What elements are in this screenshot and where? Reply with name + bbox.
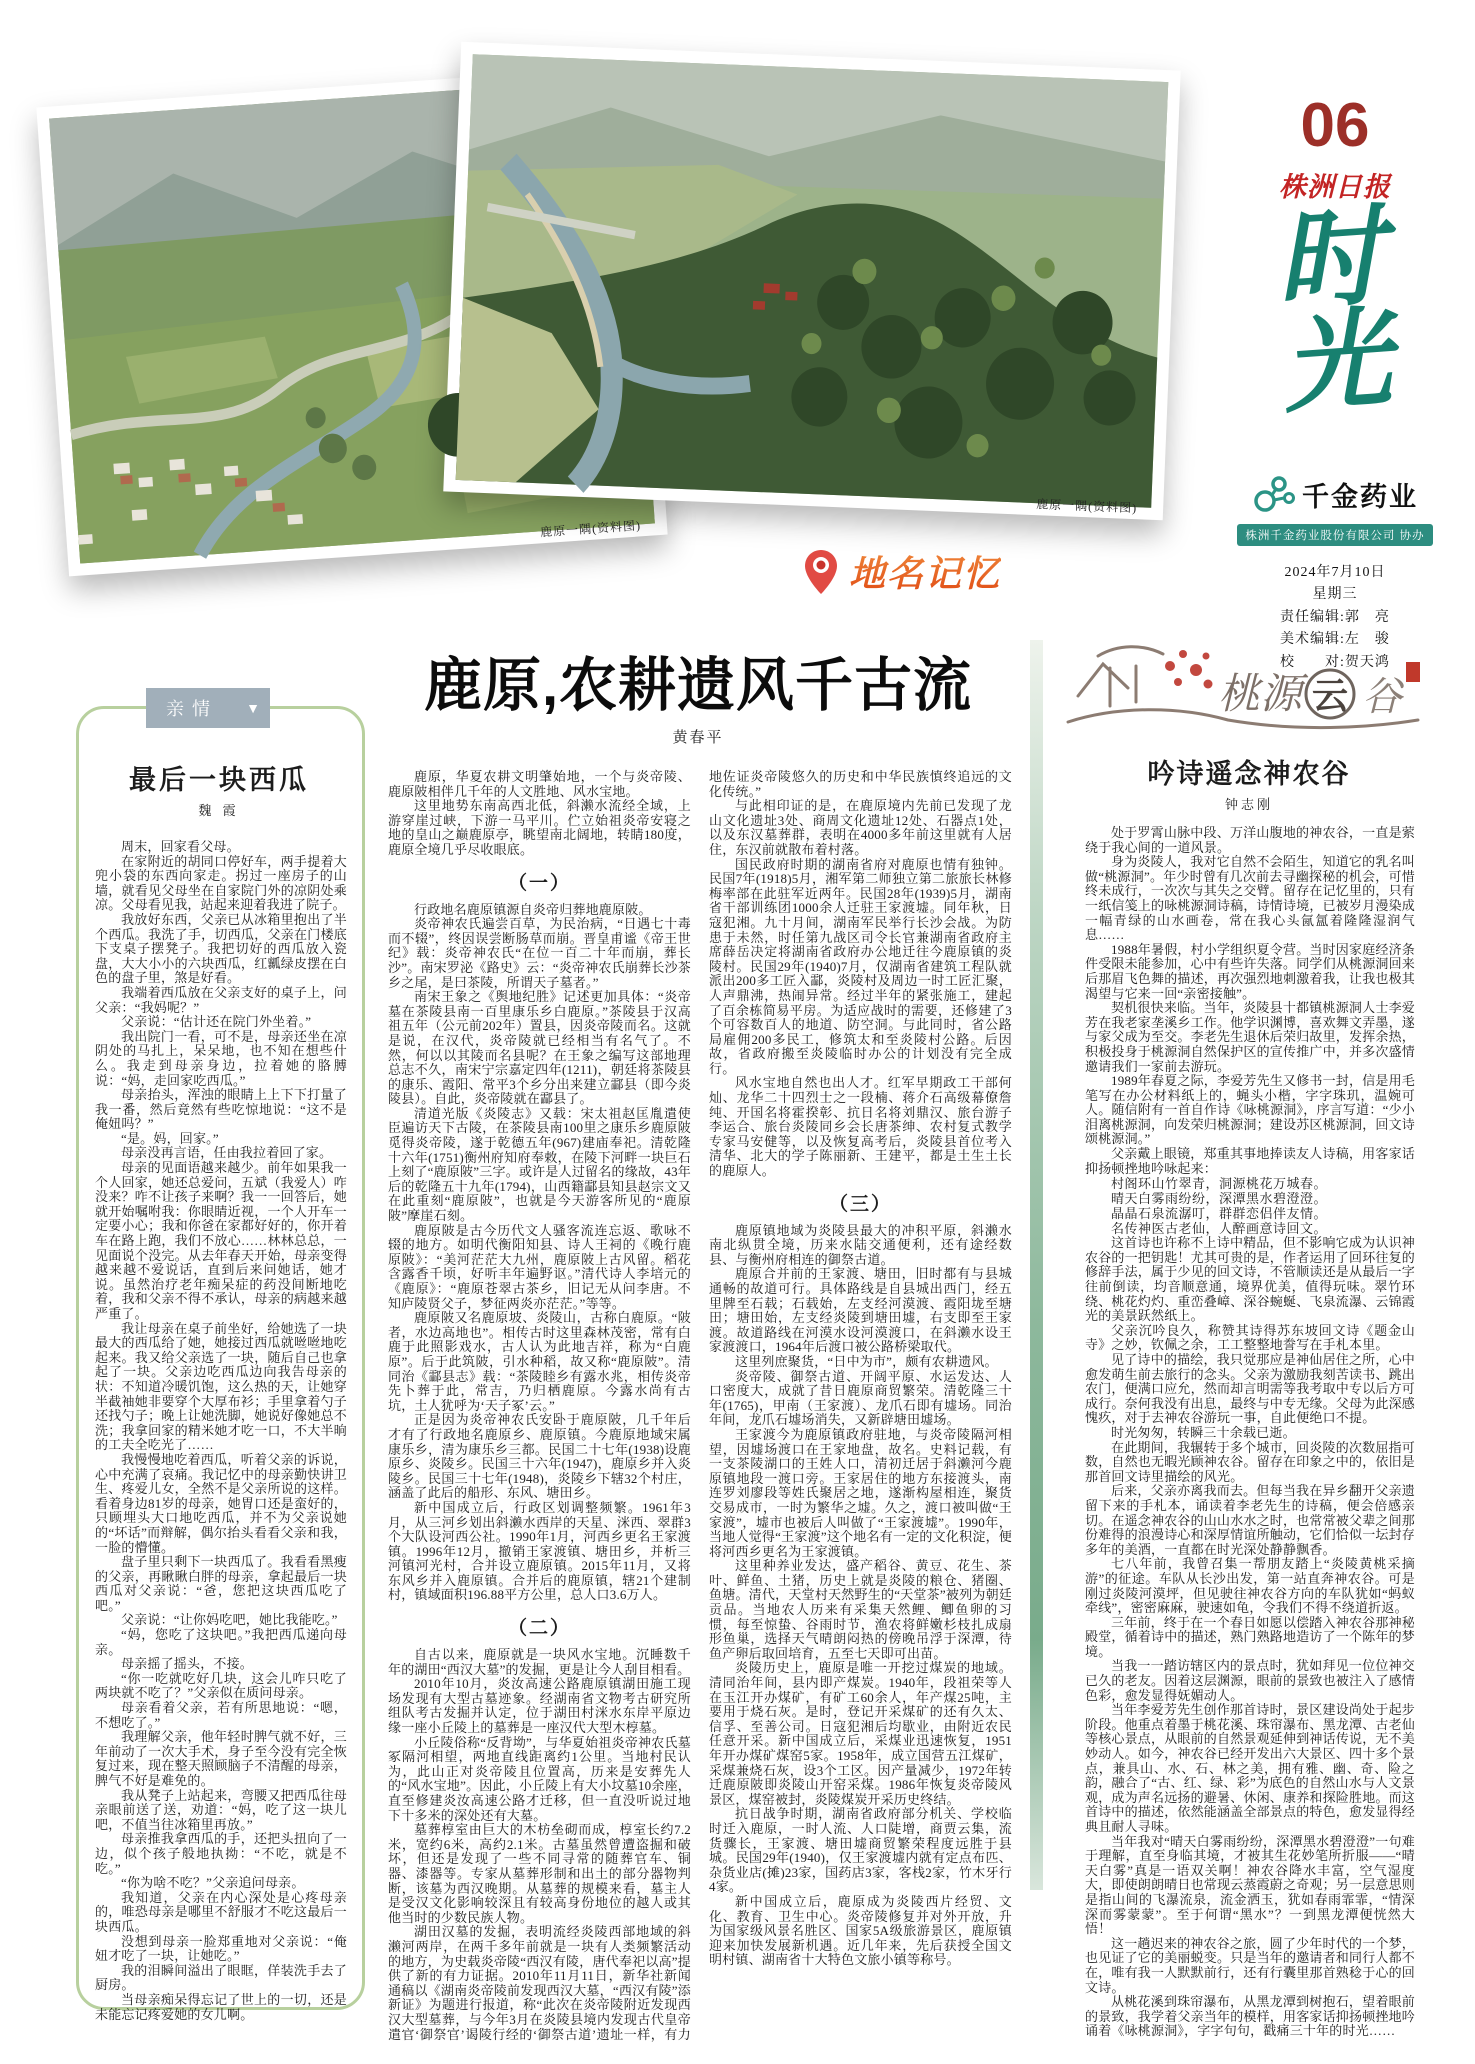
paragraph: “是。妈，回家。” <box>121 1130 219 1146</box>
paragraph: 处于罗霄山脉中段、万洋山腹地的神农谷，一直是萦绕于我心间的一道风景。 <box>1085 825 1415 855</box>
paragraph: 我出院门一看，可不是，母亲还坐在凉阴处的马扎上，呆呆地，也不知在想些什么。我走到母亲身边，拉着她的胳膊说：“妈，走回家吃西瓜。” <box>95 1028 347 1088</box>
aerial-photo-forest <box>443 42 1180 521</box>
paragraph: 我理解父亲，他年轻时脾气就不好，三年前动了一次大手术，身子至今没有完全恢复过来，现在整天照顾脑子不清醒的母亲，脾气不好是难免的。 <box>95 1729 347 1788</box>
left-article-body <box>95 839 347 2022</box>
paragraph: 契机很快来临。当年，炎陵县十都镇桃源洞人士李爱芳在我老家垄溪乡工作。他学识渊博，喜欢舞文弄墨，遂与家父成为至交。李老先生退休后荣归故里，发挥余热，积极投身于桃源洞自然保护区的宣传推广中，并多次盛情邀请我们一家前去游玩。 <box>1085 1000 1416 1074</box>
paragraph: 三年前，终于在一个春日如愿以偿踏入神农谷那神秘殿堂，循着诗中的描述，熟门熟路地造访了一个陈年的梦境。 <box>1085 1614 1416 1659</box>
paragraph: 鹿原陂又名鹿原坡、炎陵山，古称白鹿原。“陂者，水边高地也”。相传古时这里森林茂密，常有白鹿于此照影戏水，古人认为此地吉祥，称为“白鹿原”。后于此筑陂，引水种稻，故又称“鹿原陂”。清同治《酃县志》载：“茶陵睦乡有露水兆，相传炎帝先卜葬于此，常吉，乃归栖鹿原。今露水尚有古坑，土人犹呼为‘天子冢’云。” <box>388 1310 691 1413</box>
paragraph: 我让母亲在桌子前坐好，给她选了一块最大的西瓜给了她，她接过西瓜就咝咝地吃起来。我又给父亲选了一块，随后自己也拿起了一块。父亲边吃西瓜边向我告母亲的状：不知道冷暖饥饱，这么热的天，让她穿半截袖她非要穿个大厚布衫；手里拿着勺子还找勺子；晚上让她洗脚，她说好像她总不洗；我拿回家的精米她才吃一口，不大半晌的工夫全吃光了…… <box>95 1320 347 1453</box>
logo-text-gu: 谷 <box>1362 674 1402 719</box>
paragraph: 当年我对“晴天白雾雨纷纷，深潭黑水碧澄澄”一句难于理解，直至身临其境，才被其生花妙笔所折服——“晴天白雾”真是一语双关啊！神农谷降水丰富，空气湿度大，即使朗朗晴日也常现云蒸霞蔚之奇观；另一层意思则是指山间的飞瀑流泉，流金洒玉，犹如春雨霏霏，“情深深而雾蒙蒙”。至于何谓“黑水”？一到黑龙潭便恍然大悟！ <box>1085 1833 1416 1937</box>
sponsor-logo <box>1225 474 1445 514</box>
paragraph: 1989年春夏之际，李爱芳先生又修书一封，信是用毛笔写在办公材料纸上的，蝇头小楷，字字珠玑，温婉可人。随信附有一首自作诗《咏桃源洞》，序言写道：“少小泪离桃源洞，向发荣归桃源洞；建设苏区桃源洞，回文诗颂桃源洞。” <box>1085 1073 1416 1147</box>
paragraph: 在家附近的胡同口停好车，两手提着大兜小袋的东西向家走。拐过一座房子的山墙，就看见父母坐在自家院门外的凉阴处乘凉。父母看见我，站起来迎着我进了院子。 <box>95 853 347 913</box>
poem-line: 村阁环山竹翠青，洞源桃花万城春。 <box>1111 1176 1328 1192</box>
paragraph: 抗日战争时期，湖南省政府部分机关、学校临时迁入鹿原，一时人流、人口陡增，商贾云集，流货骤长，王家渡、塘田墟商贸繁荣程度远胜于县城。民国29年(1940)，仅王家渡墟内就有定点布匹、杂货业店(摊)23家，国药店3家，客栈2家，竹木牙行4家。 <box>709 1806 1012 1895</box>
paragraph: 身为炎陵人，我对它自然不会陌生，知道它的乳名叫做“桃源洞”。年少时曾有几次前去寻幽探秘的机会，可惜终未成行，一次次与其失之交臂。留存在记忆里的，只有一纸信笺上的咏桃源洞诗稿，诗情诗境，已被岁月漫染成一幅青绿的山水画卷，常在我心头氤氲着隆隆湿润气息…… <box>1085 854 1416 943</box>
paragraph: 没想到母亲一脸郑重地对父亲说：“俺妞才吃了一块，让她吃。” <box>95 1933 347 1964</box>
paragraph: 鹿原合并前的王家渡、塘田，旧时都有与县城通畅的故道可行。具体路线是自县城出西门，经五里牌至石载；石载始，左支经河漠渡、霞阳垅至塘田；塘田始，左支经炎陵到塘田墟，右支即至王家渡。故道路线在河漠水设河漠渡口，在斜濑水设王家渡渡口，1964年后渡口被公路桥梁取代。 <box>709 1266 1012 1355</box>
logo-text-taoyuan: 桃源 <box>1218 672 1303 718</box>
paragraph: 当年李爱芳先生创作那首诗时，景区建设尚处于起步阶段。他重点着墨于桃花溪、珠帘瀑布、黑龙潭、古老仙等核心景点，从眼前的自然景观延伸到神话传说，无不美妙动人。如今，神农谷已经开发出六大景区、四十多个景点，兼具山、水、石、林之美，拥有雅、幽、奇、险之韵，融合了“古、红、绿、彩”为底色的自然山水与人文景观，成为声名远扬的避暑、休闲、康养和探险胜地。而这首诗中的描述，依然能涵盖全部景点的特色，愈发显得经典且耐人寻味。 <box>1085 1702 1416 1834</box>
masthead <box>1225 91 1445 674</box>
supplement-char-2: 光 <box>1278 299 1395 427</box>
paragraph: 小丘陵俗称“反背坳”，与华夏始祖炎帝神农氏墓冢隔河相望，两地直线距离约1公里。当地村民认为，此山正对炎帝陵且位置高，历来是安葬先人的“风水宝地”。因此，小丘陵上有大小坟墓10余座，直至修建炎汝高速公路才迁移，但一直没听说过地下十多米的深处还有大墓。 <box>388 1734 691 1823</box>
poem-line: 名传神医古老仙，人醉画意诗回文。 <box>1111 1221 1328 1237</box>
editor-duty: 责任编辑:郭 亮 <box>1280 609 1390 625</box>
map-pin-icon <box>803 548 839 596</box>
middle-article-body <box>388 770 1012 2046</box>
paragraph: 国民政府时期的湖南省府对鹿原也情有独钟。民国7年(1918)5月，湘军第二师独立第二旅旅长林修梅率部在此驻军近两年。民国28年(1939)5月，湖南省干部训练团1000余人迁驻王家渡墟。同年秋，日寇犯湘。九十月间，湖南军民举行长沙会战。为防患于未然，时任第九战区司令长官兼湖南省政府主席薛岳决定将湖南省政府办公地迁往今鹿原镇的炎陵村。民国29年(1940)7月，仅湖南省建筑工程队就派出200多工匠入酃，炎陵村及周边一时工匠汇聚，人声鼎沸，热闹异常。经过半年的紧张施工，建起了百余栋简易平房。为适应战时的需要，还修建了3个可容数百人的地道、防空洞。与此同时，省公路局雇佣200多民工，修筑太和至炎陵村公路。后因故，省政府搬至炎陵临时办公的计划没有完全成行。 <box>709 856 1012 1076</box>
photo-caption: 鹿原一隅(资料图) <box>539 518 642 540</box>
paragraph: 正是因为炎帝神农氏安卧于鹿原陂，几千年后才有了行政地名鹿原乡、鹿原镇。今鹿原地域宋属康乐乡，清为康乐乡三都。民国二十七年(1938)设鹿原乡、炎陵乡。民国三十六年(1947)，鹿原乡并入炎陵乡。民国三十七年(1948)，炎陵乡下辖32个村庄，涵盖了此后的船形、东风、塘田乡。 <box>388 1412 691 1501</box>
section-marker: （一） <box>507 872 571 894</box>
paragraph: 周末，回家看父母。 <box>121 839 240 854</box>
paragraph: “妈，您吃了这块吧。”我把西瓜递向母亲。 <box>95 1627 347 1657</box>
paragraph: 我知道，父亲在内心深处是心疼母亲的，唯恐母亲是哪里不舒服才不吃这最后一块西瓜。 <box>95 1889 347 1934</box>
supplement-char-1: 时 <box>1271 197 1388 324</box>
left-article-category-tab <box>146 688 270 728</box>
supplement-title <box>1217 197 1454 468</box>
middle-article-headline: 鹿原,农耕遗风千古流 <box>423 653 973 718</box>
paragraph: 鹿原，华夏农耕文明肇始地，一个与炎帝陵、鹿原陂相伴几千年的人文胜地、风水宝地。 <box>388 769 691 799</box>
paragraph: 行政地名鹿原镇源自炎帝归葬地鹿原陂。 <box>414 901 652 917</box>
logo-text-yun: 云 <box>1312 676 1349 716</box>
chevron-down-icon: ▼ <box>246 700 260 716</box>
issue-date: 2024年7月10日 <box>1284 565 1386 580</box>
paragraph: 鹿原镇地域为炎陵县最大的冲积平原，斜濑水南北纵贯全境，历来水陆交通便利，还有途经数县、与衡州府相连的御祭古道。 <box>709 1222 1012 1267</box>
paragraph: 母亲推我拿西瓜的手，还把头扭向了一边，似个孩子般地执拗：“不吃，就是不吃。” <box>95 1831 347 1876</box>
paragraph: 王家渡今为鹿原镇政府驻地，与炎帝陵隔河相望，因墟场渡口在王家地盘，故名。史料记载，有一支茶陵湖口的王姓人口，清初迁居于斜濑河今鹿原镇地段一渡口旁。王家居住的地方东接渡头，南连罗刘廖段等姓氏聚居之地，遂渐构屋相连，聚货交易成市，一时为繁华之墟。久之，渡口被叫做“王家渡”，墟市也被后人叫做了“王家渡墟”。1990年，当地人觉得“王家渡”这个地名有一定的文化积淀，便将河西乡更名为王家渡镇。 <box>709 1426 1012 1559</box>
paragraph: 风水宝地自然也出人才。红军早期政工干部何灿、龙华二十四烈士之一段楠、蒋介石高级幕僚詹纯、开国名将霍揆彰、抗日名将刘鼎汉、旅台游子李运合、旅台炎陵同乡会长唐茶绅、农村复式教学专家马安健等，以及恢复高考后，炎陵县首位考入清华、北大的学子陈丽新、王建平，都是土生土长的鹿原人。 <box>709 1075 1012 1179</box>
poem-line: 晶晶石泉流潺叮，群群恋侣伴友情。 <box>1111 1206 1328 1222</box>
paragraph: 母亲摇了摇头，不接。 <box>121 1656 254 1672</box>
paragraph: 当母亲痴呆得忘记了世上的一切，还是未能忘记疼爱她的女儿啊。 <box>95 1991 347 2022</box>
paragraph: 清道光版《炎陵志》又载：宋太祖赵匡胤遣使臣遍访天下古陵，在茶陵县南100里之康乐乡鹿原陂觅得炎帝陵，遂于乾德五年(967)建庙奉祀。清乾隆十六年(1751)衡州府知府奉敕，在陵下河畔一块巨石上刻了“鹿原陂”三字。或许是人过留名的缘故，43年后的乾隆五十九年(1794)，山西籍酃县知县赵宗文又在此重刻“鹿原陂”，也就是今天游客所见的“鹿原陂”摩崖石刻。 <box>388 1105 691 1224</box>
paragraph: 母亲看着父亲，若有所思地说：“嗯，不想吃了。” <box>95 1700 347 1730</box>
category-tab-label: 亲情 <box>166 699 218 719</box>
photo-caption: 鹿原一隅(资料图) <box>1035 497 1138 516</box>
paragraph: 炎帝陵、御祭古道、开阔平原、水运发达、人口密度大，成就了昔日鹿原商贸繁荣。清乾隆三十年(1765)，甲南（王家渡）、龙爪石即有墟场。同治年间，龙爪石墟场消失，又新辟塘田墟场。 <box>709 1368 1012 1428</box>
middle-article-author: 黄春平 <box>672 730 724 746</box>
paragraph: 这里列庶聚货，“日中为市”，颇有农耕遗风。 <box>735 1353 998 1369</box>
sponsor-name: 千金药业 <box>1302 481 1418 512</box>
paragraph: 2010年10月，炎汝高速公路鹿原镇湖田施工现场发现有大型古墓迹象。经湖南省文物考古研究所组队考古发掘并认定，位于湖田村洣水东岸平原边缘一座小丘陵上的墓葬是一座汉代大型木椁墓。 <box>388 1676 691 1736</box>
paragraph: 父亲戴上眼镜，郑重其事地捧读友人诗稿，用客家话抑扬顿挫地吟咏起来： <box>1085 1146 1415 1176</box>
paragraph: 我端着西瓜放在父亲支好的桌子上，问父亲：“我妈呢？” <box>95 984 347 1015</box>
paragraph: “你一吃就吃好几块，这会儿咋只吃了两块就不吃了？”父亲似在质问母亲。 <box>95 1670 347 1701</box>
proofreader: 校 对:贺天鸿 <box>1280 654 1390 670</box>
editor-art: 美术编辑:左 骏 <box>1280 632 1390 648</box>
right-article-title: 吟诗遥念神农谷 <box>1147 759 1351 789</box>
qianjin-pharma-icon <box>1252 474 1294 514</box>
paragraph: 后来，父亲亦离我而去。但每当我在异乡翻开父亲遗留下来的手札本，诵读着李老先生的诗稿，便会倍感亲切。在遥念神农谷的山山水水之时，也常常被父辈之间那份难得的浪漫诗心和深厚情谊所触动，它们恰似一坛封存多年的美酒，一直都在时光深处静静飘香。 <box>1085 1483 1416 1557</box>
paragraph: 新中国成立后，行政区划调整频繁。1961年3月，从三河乡划出斜濑水西岸的天星、洣西、翠群3个大队设河西公社。1990年1月，河西乡更名王家渡镇。1996年12月，撤销王家渡镇、塘田乡，并析三河镇河光村，合并设立鹿原镇。2015年11月，又将东风乡并入鹿原镇。合并后的鹿原镇，辖21个建制村，镇域面积196.88平方公里，总人口3.6万人。 <box>388 1499 691 1603</box>
paragraph: 墓葬椁室由巨大的木枋垒砌而成，椁室长约7.2米，宽约6米，高约2.1米。古墓虽然曾遭盗掘和破坏，但还是发现了一些不同寻常的随葬官车、铜器、漆器等。专家从墓葬形制和出土的部分器物判断，该墓为西汉晚期。从墓葬的规模来看，墓主人是受汉文化影响较深且有较高身份地位的越人或其他当时的少数民族人物。 <box>388 1822 691 1925</box>
paragraph: 当我一一踏访辖区内的景点时，犹如拜见一位位神交已久的老友。因着这层渊源，眼前的景致也被注入了感情色彩，愈发显得妩媚动人。 <box>1085 1658 1416 1703</box>
paragraph: 这一趟迟来的神农谷之旅，圆了少年时代的一个梦，也见证了它的美丽蜕变。只是当年的邀请者和同行人都不在，唯有我一人默默前行，还有行囊里那首熟稔于心的回文诗。 <box>1085 1935 1416 1995</box>
paragraph: 湖田汉墓的发掘，表明流经炎陵西部地域的斜濑河两岸，在两千多年前就是一块有人类频繁活动的地方，为史载炎帝陵“西汉有陵，唐代奉祀以高”提供了新的有力证据。2010年11月11日，新华社新闻通稿以《湖南炎帝陵前发现西汉大墓，“西汉有陵”添新证》为题进行报道，称“此次在炎帝陵附近发现西汉大型墓葬，与今年3月在炎陵县境内发现古代皇帝遣官‘御祭官’谒陵行经的‘御祭古道’遗址一样，有力地佐证炎帝陵悠久的历史和中华民族慎终追远的文化传统。” <box>388 769 1012 2042</box>
paragraph: 见了诗中的描绘，我只觉那应是神仙居住之所，心中愈发萌生前去旅行的念头。父亲为激励我刻苦读书、跳出农门，便满口应允，然而却言明需等我考取中专以后方可成行。奈何我没有出息，最终与中专无缘。父母为此深感愧疚，对于去神农谷游玩一事，自此便绝口不提。 <box>1085 1352 1416 1426</box>
left-article-title: 最后一块西瓜 <box>129 765 309 795</box>
paragraph: 我慢慢地吃着西瓜，听着父亲的诉说，心中充满了哀痛。我记忆中的母亲勤快讲卫生、疼爱儿女，全然不是父亲所说的这样。看着身边81岁的母亲，她胃口还是蛮好的，只顾埋头大口地吃西瓜，并不为父亲说她的“坏话”而辩解，偶尔抬头看看父亲和我，一脸的懵懂。 <box>95 1451 347 1555</box>
paragraph: 母亲的见面语越来越少。前年如果我一个人回家，她还总爱问，五斌（我爱人）咋没来？咋不让孩子来啊？我一一回答后，她就开始嘱咐我：你眼睛近视，一个人开车一定要小心；我和你爸在家都好好的，你开着车在路上跑，我们不放心……林林总总，一见面说个没完。从去年春天开始，母亲变得越来越不爱说话，直到后来问她话，她才说。虽然治疗老年痴呆症的药没间断地吃着，我和父亲不得不承认，母亲的病越来越严重了。 <box>95 1160 347 1321</box>
paragraph: 七八年前，我曾召集一帮朋友踏上“炎陵黄桃采摘游”的征途。车队从长沙出发，第一站直奔神农谷。可是刚过炎陵河漠坪，但见驶往神农谷方向的车队犹如“蚂蚁牵线”，密密麻麻，驶速如龟，令我们不得不绕道折返。 <box>1085 1556 1415 1616</box>
paragraph: 与此相印证的是，在鹿原境内先前已发现了龙山文化遗址3处、商周文化遗址12处、石器点1处，以及东汉墓葬群，表明在4000多年前这里就有人居住，东汉前就散布着村落。 <box>709 798 1012 857</box>
paragraph: 我放好东西，父亲已从冰箱里抱出了半个西瓜。我洗了手，切西瓜，父亲在门楼底下支桌子摆凳子。我把切好的西瓜放入瓷盘，大大小小的六块西瓜，红瓤绿皮摆在白色的盘子里，煞是好看。 <box>95 911 347 986</box>
paragraph: 父亲说：“估计还在院门外坐着。” <box>121 1014 312 1030</box>
forest-aerial-illustration <box>456 54 1169 508</box>
paragraph: 父亲说：“让你妈吃吧，她比我能吃。” <box>121 1612 338 1628</box>
left-article-author: 魏 霞 <box>198 803 240 818</box>
issue-info <box>1225 562 1445 674</box>
paragraph: 父亲沉吟良久，称赞其诗得苏东坡回文诗《题金山寺》之妙，钦佩之余，工工整整地誊写在手札本里。 <box>1085 1322 1415 1353</box>
aerial-photo-forest-image <box>456 54 1169 508</box>
right-article-body <box>1085 826 1415 2044</box>
section-tag-label: 地名记忆 <box>849 546 1001 597</box>
paragraph: 时光匆匆，转瞬三十余载已逝。 <box>1111 1424 1296 1440</box>
paragraph: 自古以来，鹿原就是一块风水宝地。沉睡数千年的湖田“西汉大墓”的发掘，更是让今人刮目相看。 <box>388 1647 691 1677</box>
sponsor-badge: 株洲千金药业股份有限公司 协办 <box>1237 524 1432 546</box>
right-article-author: 钟志刚 <box>1224 797 1273 812</box>
paragraph: 新中国成立后，鹿原成为炎陵西片经贸、文化、教育、卫生中心。炎帝陵修复并对外开放，升为国家级风景名胜区、国家5A级旅游景区，鹿原镇迎来加快发展新机遇。近几年来，先后获授全国文明村镇、湖南省十大特色文旅小镇等称号。 <box>709 1893 1012 1968</box>
paragraph: 1988年暑假，村小学组织夏令营。当时因家庭经济条件受限未能参加，心中有些许失落。同学们从桃源洞回来后那眉飞色舞的描述，再次强烈地刺激着我，让我也极其渴望与它来一回“亲密接触”。 <box>1085 941 1416 1001</box>
paragraph: 在此期间，我辗转于多个城市，回炎陵的次数屈指可数，自然也无暇光顾神农谷。留存在印象之中的，依旧是那首回文诗里描绘的风光。 <box>1085 1439 1416 1484</box>
paragraph: 炎帝神农氏遍尝百草，为民治病，“日遇七十毒而不辍”，终因误尝断肠草而崩。晋皇甫谧《帝王世纪》载：炎帝神农氏“在位一百二十年而崩，葬长沙”。南宋罗泌《路史》云：“炎帝神农氏崩葬长沙茶乡之尾，是曰茶陵，所谓天子墓者。” <box>388 916 691 990</box>
right-article-divider <box>1030 640 1043 1890</box>
newspaper-logo: 株洲日报 <box>1279 172 1391 202</box>
paragraph: “你为啥不吃？”父亲追问母亲。 <box>121 1875 305 1891</box>
section-marker: （二） <box>507 1618 571 1640</box>
paragraph: 母亲没再言语，任由我拉着回了家。 <box>121 1145 333 1161</box>
paragraph: 我从凳子上站起来，弯腰又把西瓜往母亲眼前送了送，劝道：“妈，吃了这一块儿吧，不值当往冰箱里再放。” <box>95 1787 347 1832</box>
paragraph: 这里种养业发达，盛产稻谷、黄豆、花生、茶叶、鲜鱼、土猪，历史上就是炎陵的粮仓、猪圈、鱼塘。清代，天堂村天然野生的“天堂茶”被列为朝廷贡品。当地农人历来有采集天然鲤、鲫鱼卵的习惯，每至惊蛰、谷雨时节，渔农将鲜嫩杉枝扎成扇形鱼巢，选择天气晴朗闷热的傍晚吊浮于深潭，待鱼产卵后取回培育，五至七天即可出苗。 <box>709 1558 1012 1661</box>
paragraph: 这首诗也许称不上诗中精品，但不影响它成为认识神农谷的一把钥匙！尤其可贵的是，作者运用了回环往复的修辞手法，属于少见的回文诗，不管顺读还是从最后一字往前倒读，均音顺意通，境界优美，值得玩味。翠竹环绕、桃花灼灼、重峦叠嶂、深谷蜿蜒、飞泉流瀑、云锦霞光的美景跃然纸上。 <box>1085 1235 1416 1324</box>
paragraph: 南宋王象之《舆地纪胜》记述更加具体：“炎帝墓在茶陵县南一百里康乐乡白鹿原。”茶陵县于汉高祖五年（公元前202年）置县，因炎帝陵而名。这就是说，在汉代，炎帝陵就已经相当有名气了。不然，何以以其陵而名县呢？在王象之编写这部地理总志不久，南宋宁宗嘉定四年(1211)，朝廷将茶陵县的康乐、霞阳、常平3个乡分出来建立酃县（即今炎陵县）。自此，炎帝陵就在酃县了。 <box>388 989 691 1107</box>
issue-weekday: 星期三 <box>1312 587 1358 603</box>
section-tag <box>803 546 1001 597</box>
paragraph: 这里地势东南高西北低，斜濑水流经全域，上游穿崖过峡，下游一马平川。伫立始祖炎帝安寝之地的皇山之巅鹿原亭，眺望南北阔地，转睛180度，鹿原全境几乎尽收眼底。 <box>388 798 691 857</box>
paragraph: 鹿原陂是古今历代文人骚客流连忘返、歌咏不辍的地方。如明代衡阳知县、诗人王祠的《晚行鹿原陂》：“美河茫茫大九州，鹿原陂上古风留。稻花含露香千顷，好听丰年遍野讴。”清代诗人李培元的《鹿原》：“鹿原苍翠古茶乡，旧记无从问李唐。不知庐陵贤父子，梦征两炎亦茫茫。”等等。 <box>388 1222 691 1311</box>
paragraph: 从桃花溪到珠帘瀑布，从黑龙潭到树抱石，望着眼前的景致，我学着父亲当年的模样，用客家话抑扬顿挫地吟诵着《咏桃源洞》，字字句句，戳痛三十年的时光…… <box>1085 1994 1416 2039</box>
section-marker: （三） <box>828 1193 892 1215</box>
paragraph: 盘子里只剩下一块西瓜了。我看看黑瘦的父亲，再瞅瞅白胖的母亲，拿起最后一块西瓜对父亲说：“爸，您把这块西瓜吃了吧。” <box>95 1554 347 1613</box>
page-number: 06 <box>1300 91 1370 160</box>
paragraph: 母亲抬头，浑浊的眼睛上上下下打量了我一番，然后竟然有些吃惊地说：“这不是俺妞吗？” <box>95 1087 347 1132</box>
paragraph: 我的泪瞬间溢出了眼眶，佯装洗手去了厨房。 <box>95 1962 347 1993</box>
paragraph: 炎陵历史上，鹿原是唯一开挖过煤炭的地域。清同治年间，县内即产煤炭。1940年，段祖荣等人在玉江开办煤矿，有矿工60余人，年产煤25吨，主要用于烧石灰。是时，登记开采煤矿的还有久太、信孚、至善公司。日寇犯湘后均歇业，由附近农民任意开采。新中国成立后，采煤业迅速恢复，1951年开办煤矿煤窑5家。1958年，成立国营五江煤矿，采煤兼烧石灰，设3个工区。因产量减少，1972年转迁鹿原陂即炎陵山开窑采煤。1986年恢复炎帝陵风景区，煤窑被封，炎陵煤炭开采历史终结。 <box>709 1660 1012 1807</box>
poem-line: 晴天白雾雨纷纷，深潭黑水碧澄澄。 <box>1111 1191 1328 1207</box>
